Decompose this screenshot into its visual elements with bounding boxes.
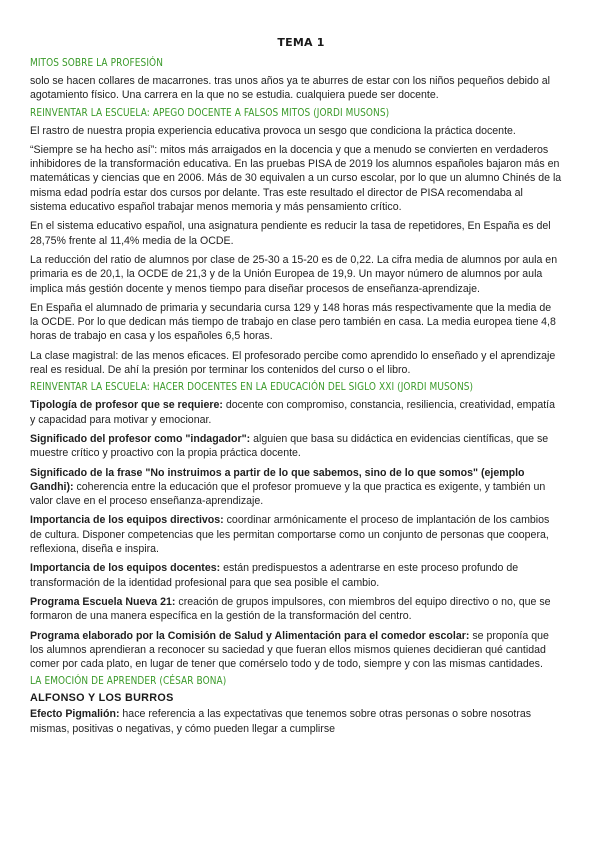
term: Significado del profesor como "indagador": — [30, 432, 251, 445]
paragraph: Efecto Pigmalión: hace referencia a las expectativas que tenemos sobre otras personas o sobre nosotras mismas, positivas o negativas, y cómo pueden llegar a cumplirse — [30, 708, 532, 735]
section-heading-falsos-mitos: REINVENTAR LA ESCUELA: APEGO DOCENTE A FALSOS MITOS (JORDI MUSONS) — [30, 107, 390, 119]
paragraph: La reducción del ratio de alumnos por clase de 25-30 a 15-20 es de 0,22. La cifra media de alumnos por aula en primaria es de 20,1, la OCDE de 21,3 y de la Unión Europea de 19,9. Un mayor número de alumnos por aula implica más gestión docente y menos tiempo para diseñar procesos de enseñanza-aprendizaje. — [30, 253, 558, 295]
term: Efecto Pigmalión: — [30, 708, 120, 721]
paragraph: Programa elaborado por la Comisión de Salud y Alimentación para el comedor escolar: se proponía que los alumnos aprendieran a reconocer su saciedad y que fueran ellos mismos quienes decidieran qué cantidad comer por cada plato, en lugar de tener que comérselo todo y de todo, siempre y con las mismas cantidades. — [30, 629, 549, 671]
paragraph: Importancia de los equipos docentes: están predispuestos a adentrarse en este proceso profundo de transformación de la identidad profesional para que sea posible el cambio. — [30, 562, 519, 589]
section-heading-emocion: LA EMOCIÓN DE APRENDER (CÉSAR BONA) — [30, 676, 227, 688]
paragraph: La clase magistral: de las menos eficaces. El profesorado percibe como aprendido lo enseñado y el aprendizaje real es residual. De ahí la presión por terminar los contenidos del curso o el libro. — [30, 349, 556, 377]
term: Significado de la frase "No instruimos a partir de lo que sabemos, sino de lo que somos" (ejemplo Gandhi): — [30, 466, 525, 493]
section-heading-mitos: MITOS SOBRE LA PROFESIÓN — [30, 58, 164, 69]
term: Importancia de los equipos docentes: — [30, 562, 221, 575]
term: Importancia de los equipos directivos: — [30, 514, 224, 527]
paragraph: El rastro de nuestra propia experiencia educativa provoca un sesgo que condiciona la práctica docente. — [30, 124, 516, 137]
term: Tipología de profesor que se requiere: — [30, 399, 223, 412]
paragraph: Tipología de profesor que se requiere: docente con compromiso, constancia, resiliencia, creatividad, empatía y capacidad para motivar y emocionar. — [30, 399, 555, 426]
page-title: TEMA 1 — [277, 36, 325, 49]
paragraph: solo se hacen collares de macarrones. tras unos años ya te aburres de estar con los niños pequeños debido al agotamiento físico. Una carrera en la que no se estudia. cualquiera puede ser docente. — [30, 75, 550, 102]
term: Programa elaborado por la Comisión de Salud y Alimentación para el comedor escolar: — [30, 629, 470, 642]
subheading: ALFONSO Y LOS BURROS — [30, 692, 174, 705]
document-page — [30, 36, 562, 741]
section-heading-hacer-docentes: REINVENTAR LA ESCUELA: HACER DOCENTES EN LA EDUCACIÓN DEL SIGLO XXI (JORDI MUSONS) — [30, 382, 474, 394]
paragraph: En el sistema educativo español, una asignatura pendiente es reducir la tasa de repetidores, En España es del 28,75% frente al 11,4% media de la OCDE. — [30, 220, 551, 247]
paragraph: Programa Escuela Nueva 21: creación de grupos impulsores, con miembros del equipo directivo o no, que se formaron de una manera específica en la gestión de la transformación del centro. — [30, 595, 551, 623]
paragraph: Significado del profesor como "indagador": alguien que basa su didáctica en evidencias científicas, que se muestre crítico y proactivo con la propia práctica docente. — [30, 432, 549, 460]
term: Programa Escuela Nueva 21: — [30, 595, 176, 608]
paragraph: Significado de la frase "No instruimos a partir de lo que sabemos, sino de lo que somos" (ejemplo Gandhi): coherencia entre la educación que el profesor promueve y la que practica es exigente, y también un valor clave en el proceso enseñanza-aprendizaje. — [30, 466, 546, 508]
paragraph: “Siempre se ha hecho así”: mitos más arraigados en la docencia y que a menudo se convierten en verdaderos inhibidores de la transformación educativa. En las pruebas PISA de 2019 los alumnos españoles bajaron más en matemáticas y ciencias que en 2006. Más de 30 equivalen a un curso escolar, por lo que un alumno Chinés de la misma edad podría estar dos cursos por delante. Tras este resultado el director de PISA recomendaba al sistema educativo español trabajar menos memoria y más pensamiento crítico. — [30, 143, 562, 214]
paragraph: En España el alumnado de primaria y secundaria cursa 129 y 148 horas más respectivamente que la media de la OCDE. Por lo que dedican más tiempo de trabajo en clase pero también en casa. La media europea tiene 4,8 horas de trabajo en casa y los españoles 6,5 horas. — [30, 301, 556, 343]
paragraph: Importancia de los equipos directivos: coordinar armónicamente el proceso de implantación de los cambios de cultura. Disponer competencias que les permitan comportarse como un conjunto de personas que coopera, reflexiona, diseña e inspira. — [30, 514, 550, 556]
